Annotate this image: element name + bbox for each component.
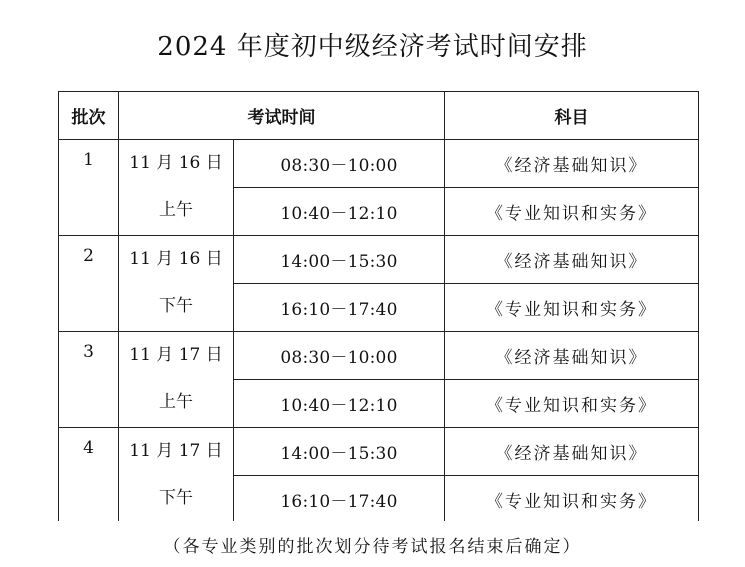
batch-number: 3 xyxy=(59,332,119,428)
table-row xyxy=(59,140,699,188)
exam-subject: 《专业知识和实务》 xyxy=(445,284,699,332)
table-crop-mask xyxy=(0,521,745,529)
header-batch: 批次 xyxy=(59,92,119,140)
exam-subject: 《经济基础知识》 xyxy=(445,428,699,476)
exam-subject: 《经济基础知识》 xyxy=(445,332,699,380)
exam-session: 上午 xyxy=(159,392,193,412)
exam-subject: 《经济基础知识》 xyxy=(445,140,699,188)
exam-time: 14:00－15:30 xyxy=(234,236,445,284)
exam-time: 16:10－17:40 xyxy=(234,476,445,524)
exam-time: 16:10－17:40 xyxy=(234,284,445,332)
exam-session: 上午 xyxy=(159,200,193,220)
header-subject: 科目 xyxy=(445,92,699,140)
exam-session: 下午 xyxy=(159,296,193,316)
page-title: 2024 年度初中级经济考试时间安排 xyxy=(157,32,588,62)
exam-time: 10:40－12:10 xyxy=(234,380,445,428)
exam-schedule-table xyxy=(58,91,699,524)
table-row xyxy=(59,236,699,284)
batch-number: 1 xyxy=(59,140,119,236)
table-header-row xyxy=(59,92,699,140)
exam-date-cell xyxy=(119,332,234,428)
header-exam-time: 考试时间 xyxy=(119,92,445,140)
exam-date: 11 月 17 日 xyxy=(129,441,223,461)
exam-time: 08:30－10:00 xyxy=(234,332,445,380)
exam-date-cell xyxy=(119,140,234,236)
exam-time: 08:30－10:00 xyxy=(234,140,445,188)
exam-subject: 《经济基础知识》 xyxy=(445,236,699,284)
exam-date: 11 月 16 日 xyxy=(129,153,223,173)
exam-time: 14:00－15:30 xyxy=(234,428,445,476)
exam-date-cell xyxy=(119,236,234,332)
exam-subject: 《专业知识和实务》 xyxy=(445,188,699,236)
exam-subject: 《专业知识和实务》 xyxy=(445,476,699,524)
exam-date: 11 月 17 日 xyxy=(129,345,223,365)
exam-time: 10:40－12:10 xyxy=(234,188,445,236)
exam-session: 下午 xyxy=(159,488,193,508)
table-row xyxy=(59,332,699,380)
exam-subject: 《专业知识和实务》 xyxy=(445,380,699,428)
exam-date: 11 月 16 日 xyxy=(129,249,223,269)
batch-number: 2 xyxy=(59,236,119,332)
exam-date-cell xyxy=(119,428,234,524)
footnote: （各专业类别的批次划分待考试报名结束后确定） xyxy=(163,537,582,557)
batch-number: 4 xyxy=(59,428,119,524)
table-row xyxy=(59,428,699,476)
